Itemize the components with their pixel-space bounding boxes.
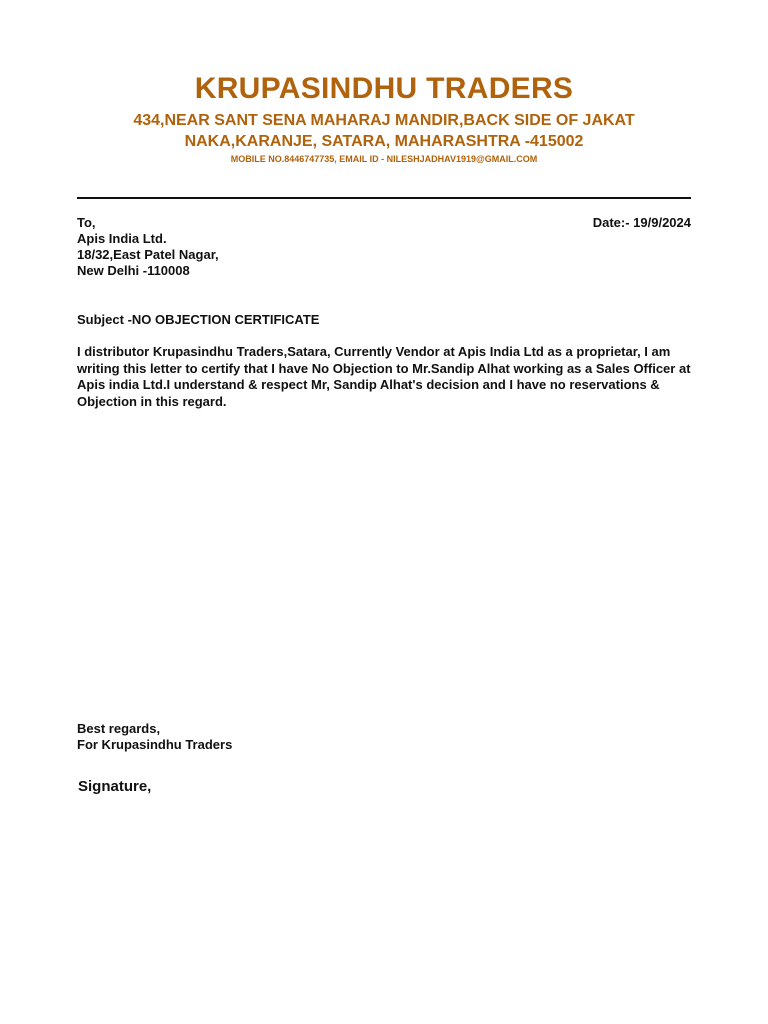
company-name: KRUPASINDHU TRADERS — [194, 72, 574, 105]
signature-label: Signature, — [78, 778, 152, 795]
closing-block — [77, 721, 232, 753]
recipient-company: Apis India Ltd. — [77, 231, 167, 246]
letter-date: Date:- 19/9/2024 — [592, 215, 691, 230]
recipient-salutation: To, — [77, 215, 96, 230]
letter-subject: Subject -NO OBJECTION CERTIFICATE — [77, 312, 320, 327]
closing-company: For Krupasindhu Traders — [77, 737, 233, 752]
address-line-1: 434,NEAR SANT SENA MAHARAJ MANDIR,BACK SIDE OF JAKAT — [133, 112, 635, 129]
letterhead — [0, 70, 768, 164]
contact-info: MOBILE NO.8446747735, EMAIL ID - NILESHJADHAV1919@GMAIL.COM — [230, 154, 538, 164]
header-divider — [77, 197, 691, 199]
recipient-street: 18/32,East Patel Nagar, — [77, 247, 219, 262]
recipient-block — [77, 215, 219, 279]
letter-body: I distributor Krupasindhu Traders,Satara, Currently Vendor at Apis India Ltd as a proprietar, I am writing this letter to certify that I have No Objection to Mr.Sandip Alhat working as a Sales Officer at Apis india Ltd.I understand & respect Mr, Sandip Alhat's decision and I have no reservations & Objection in this regard. — [77, 344, 691, 409]
company-address — [0, 110, 768, 152]
address-line-2: NAKA,KARANJE, SATARA, MAHARASHTRA -415002 — [184, 133, 584, 150]
recipient-city: New Delhi -110008 — [77, 263, 190, 278]
closing-regards: Best regards, — [77, 721, 161, 736]
